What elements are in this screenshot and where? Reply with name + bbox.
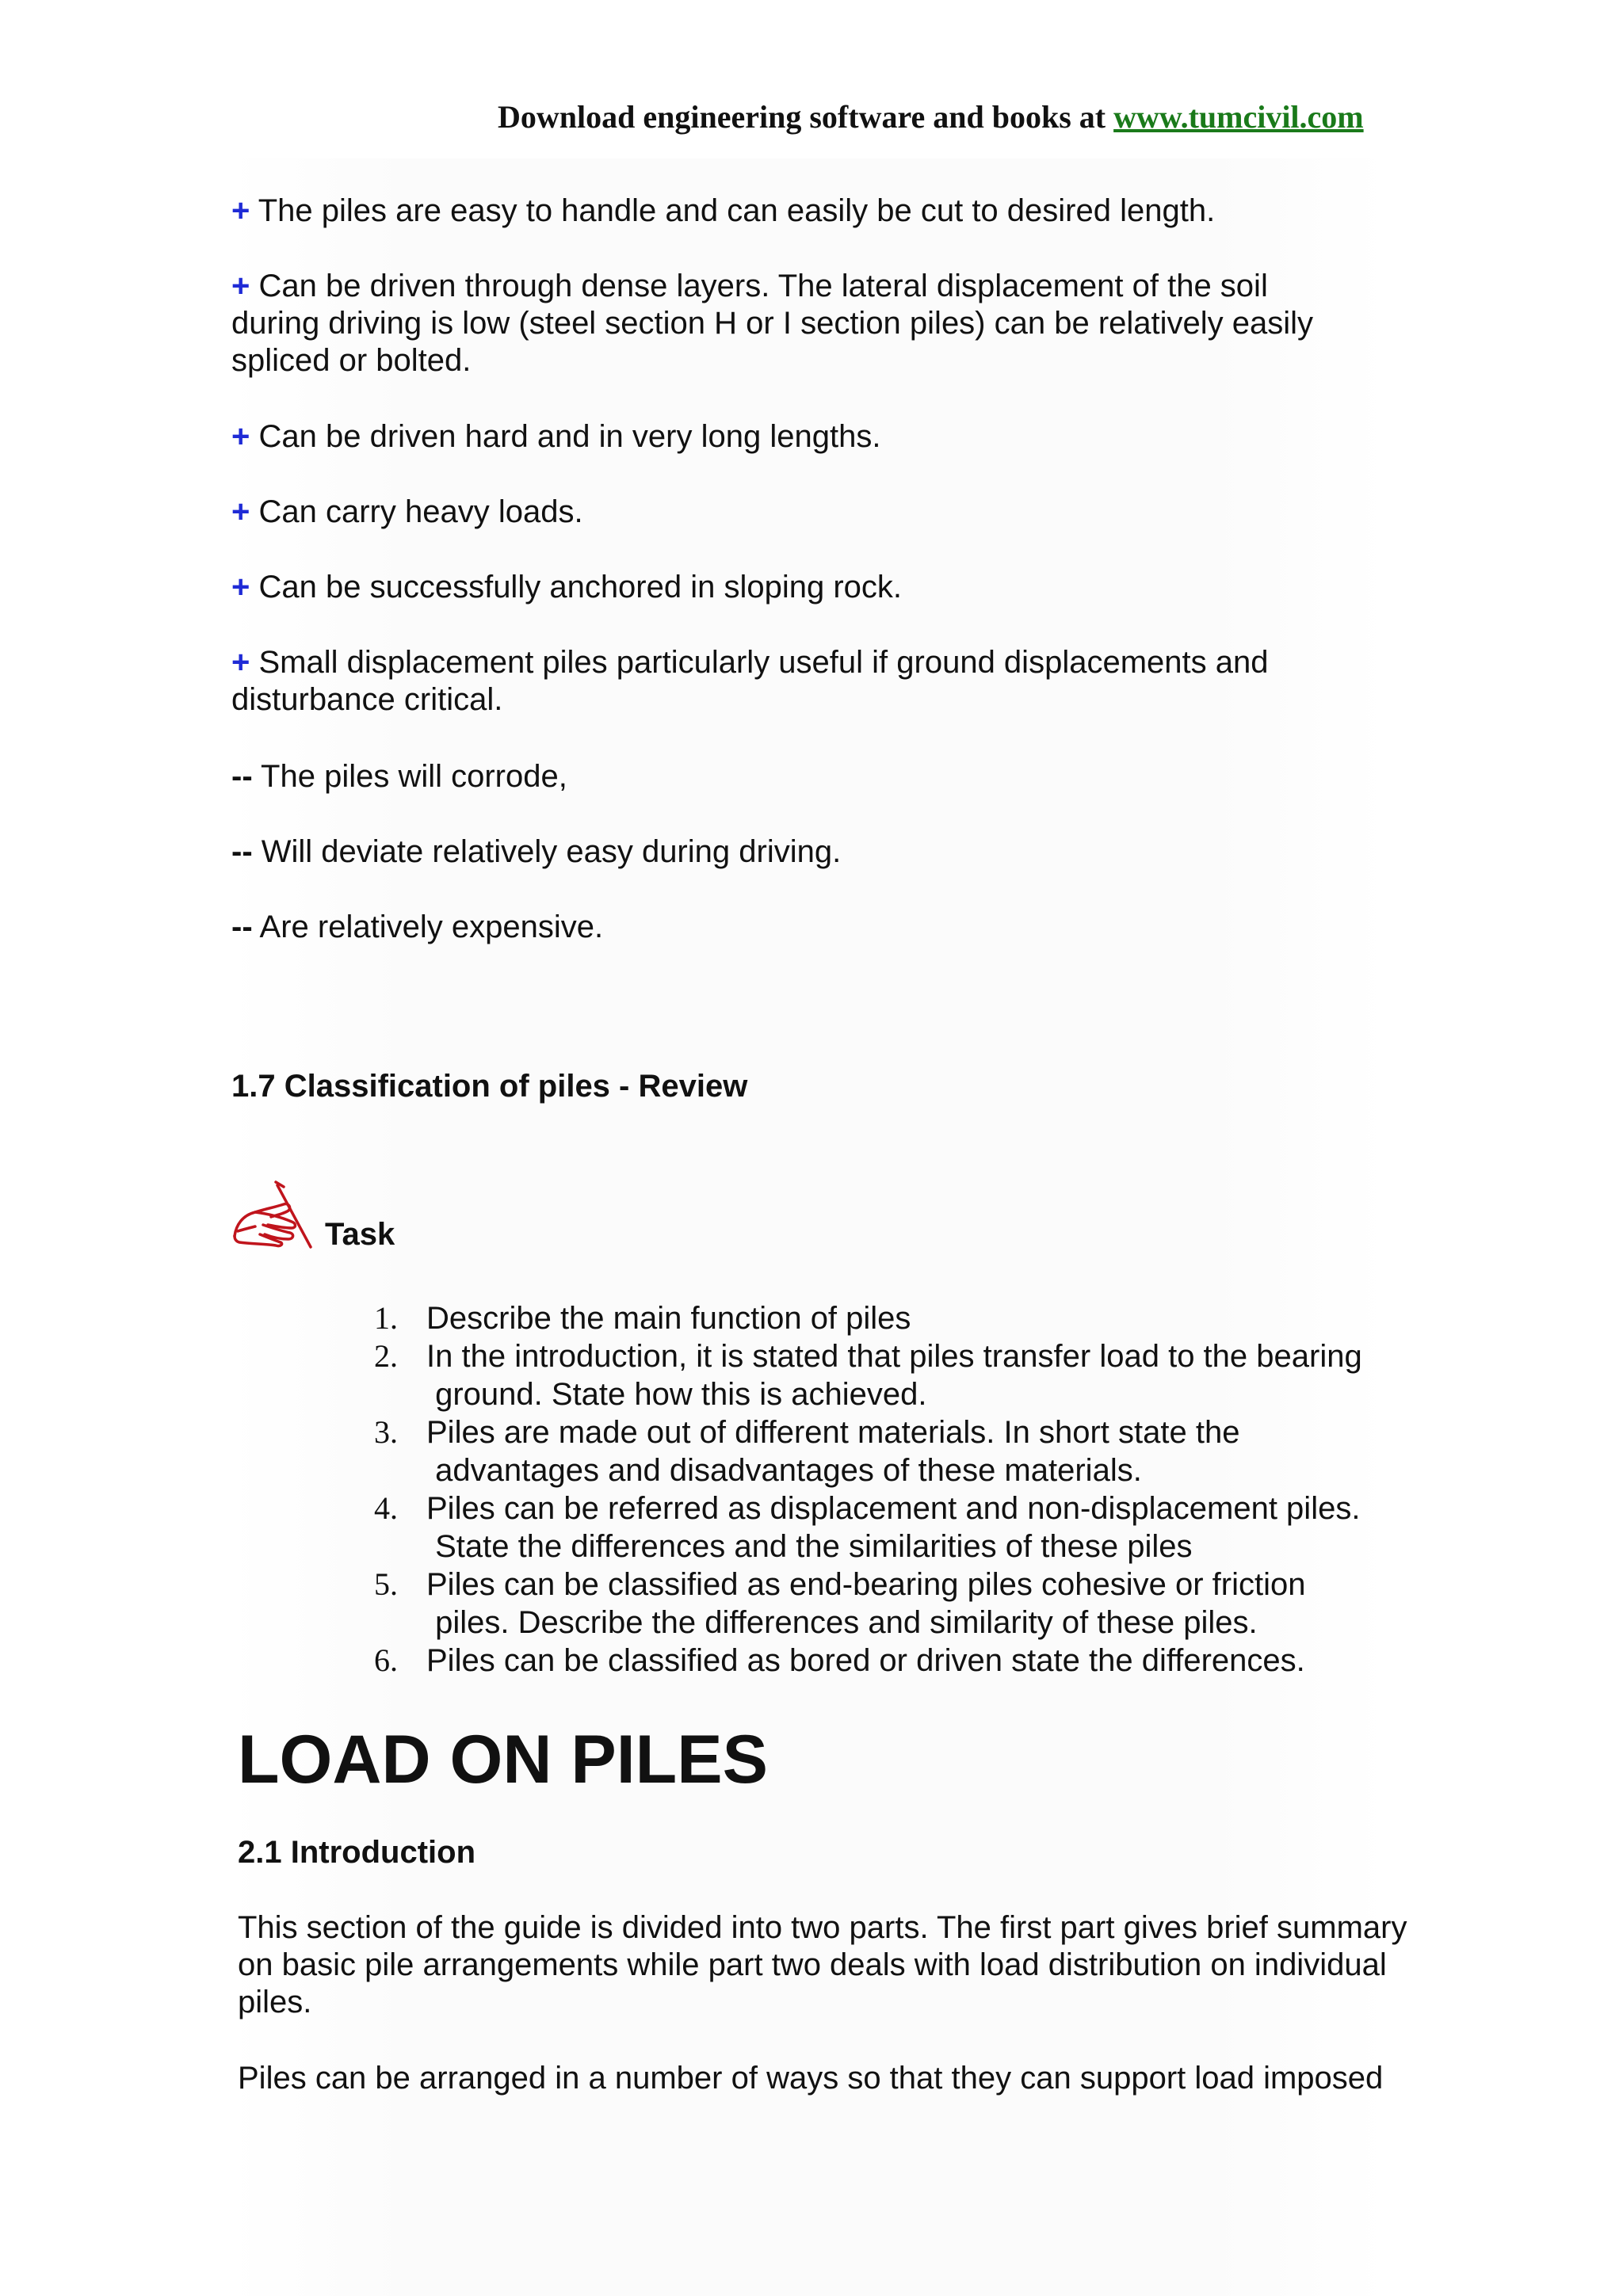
advantage-text: The piles are easy to handle and can easily be cut to desired length. — [258, 193, 1216, 228]
list-item — [374, 1413, 1404, 1489]
chapter-title: LOAD ON PILES — [238, 1722, 768, 1798]
list-item-text: piles. Describe the differences and similarity of these piles. — [426, 1605, 1258, 1640]
list-number: 1. — [374, 1300, 398, 1336]
plus-marker: + — [231, 645, 250, 680]
list-item-text: Piles can be classified as end-bearing piles cohesive or friction — [426, 1567, 1306, 1602]
list-item-text: ground. State how this is achieved. — [426, 1377, 927, 1412]
task-list — [374, 1299, 1404, 1680]
plus-marker: + — [231, 193, 250, 228]
advantage-text-continued: spliced or bolted. — [231, 343, 472, 378]
list-item-text: Describe the main function of piles — [426, 1301, 911, 1336]
advantage-item — [231, 569, 1420, 606]
minus-marker: -- — [231, 759, 253, 794]
advantage-text: Can be driven through dense layers. The lateral displacement of the soil — [258, 269, 1268, 303]
intro-paragraph — [238, 1909, 1426, 2021]
list-item — [374, 1566, 1404, 1642]
disadvantage-item — [231, 833, 1420, 871]
advantage-item — [231, 644, 1420, 719]
minus-marker: -- — [231, 834, 253, 869]
list-number: 2. — [374, 1338, 398, 1374]
disadvantage-item — [231, 758, 1420, 795]
paragraph-line: Piles can be arranged in a number of ways so that they can support load imposed — [238, 2061, 1384, 2096]
list-item — [374, 1489, 1404, 1566]
paragraph-line: piles. — [238, 1985, 312, 2019]
list-item-text: Piles are made out of different materials. In short state the — [426, 1415, 1240, 1450]
section-heading-review: 1.7 Classification of piles - Review — [231, 1069, 748, 1104]
disadvantage-text: The piles will corrode, — [261, 759, 567, 794]
paragraph-line: This section of the guide is divided into two parts. The first part gives brief summary — [238, 1910, 1407, 1945]
advantage-item — [231, 193, 1420, 230]
list-number: 5. — [374, 1566, 398, 1602]
list-number: 3. — [374, 1414, 398, 1450]
page-header — [498, 98, 1364, 135]
list-number: 4. — [374, 1490, 398, 1526]
plus-marker: + — [231, 570, 250, 605]
advantage-item — [231, 494, 1420, 531]
task-label: Task — [325, 1217, 395, 1252]
list-item-text: advantages and disadvantages of these materials. — [426, 1453, 1142, 1488]
section-heading-introduction: 2.1 Introduction — [238, 1835, 475, 1870]
list-item-text: State the differences and the similarities of these piles — [426, 1529, 1193, 1564]
list-number: 6. — [374, 1642, 398, 1678]
header-text: Download engineering software and books at — [498, 99, 1114, 135]
list-item — [374, 1642, 1404, 1680]
advantage-text: Can carry heavy loads. — [258, 494, 583, 529]
list-item-text: Piles can be referred as displacement and non-displacement piles. — [426, 1491, 1361, 1526]
plus-marker: + — [231, 494, 250, 529]
advantage-item — [231, 268, 1420, 379]
disadvantage-text: Will deviate relatively easy during driving. — [261, 834, 842, 869]
paragraph-line: on basic pile arrangements while part two deals with load distribution on individual — [238, 1947, 1387, 1982]
advantage-text: Can be driven hard and in very long lengths. — [258, 419, 881, 454]
plus-marker: + — [231, 269, 250, 303]
advantage-text: Small displacement piles particularly useful if ground displacements and — [258, 645, 1269, 680]
advantage-text-continued: disturbance critical. — [231, 682, 503, 717]
advantage-text-continued: during driving is low (steel section H or I section piles) can be relatively easily — [231, 306, 1314, 341]
advantage-text: Can be successfully anchored in sloping rock. — [258, 570, 903, 605]
list-item-text: In the introduction, it is stated that piles transfer load to the bearing — [426, 1339, 1362, 1374]
disadvantage-item — [231, 909, 1420, 946]
list-item-text: Piles can be classified as bored or driven state the differences. — [426, 1643, 1305, 1678]
plus-marker: + — [231, 419, 250, 454]
disadvantage-text: Are relatively expensive. — [259, 910, 604, 944]
writing-hand-icon — [231, 1180, 314, 1250]
header-link[interactable]: www.tumcivil.com — [1113, 99, 1364, 135]
list-item — [374, 1337, 1404, 1413]
minus-marker: -- — [231, 910, 253, 944]
list-item — [374, 1299, 1404, 1337]
advantage-item — [231, 418, 1420, 456]
